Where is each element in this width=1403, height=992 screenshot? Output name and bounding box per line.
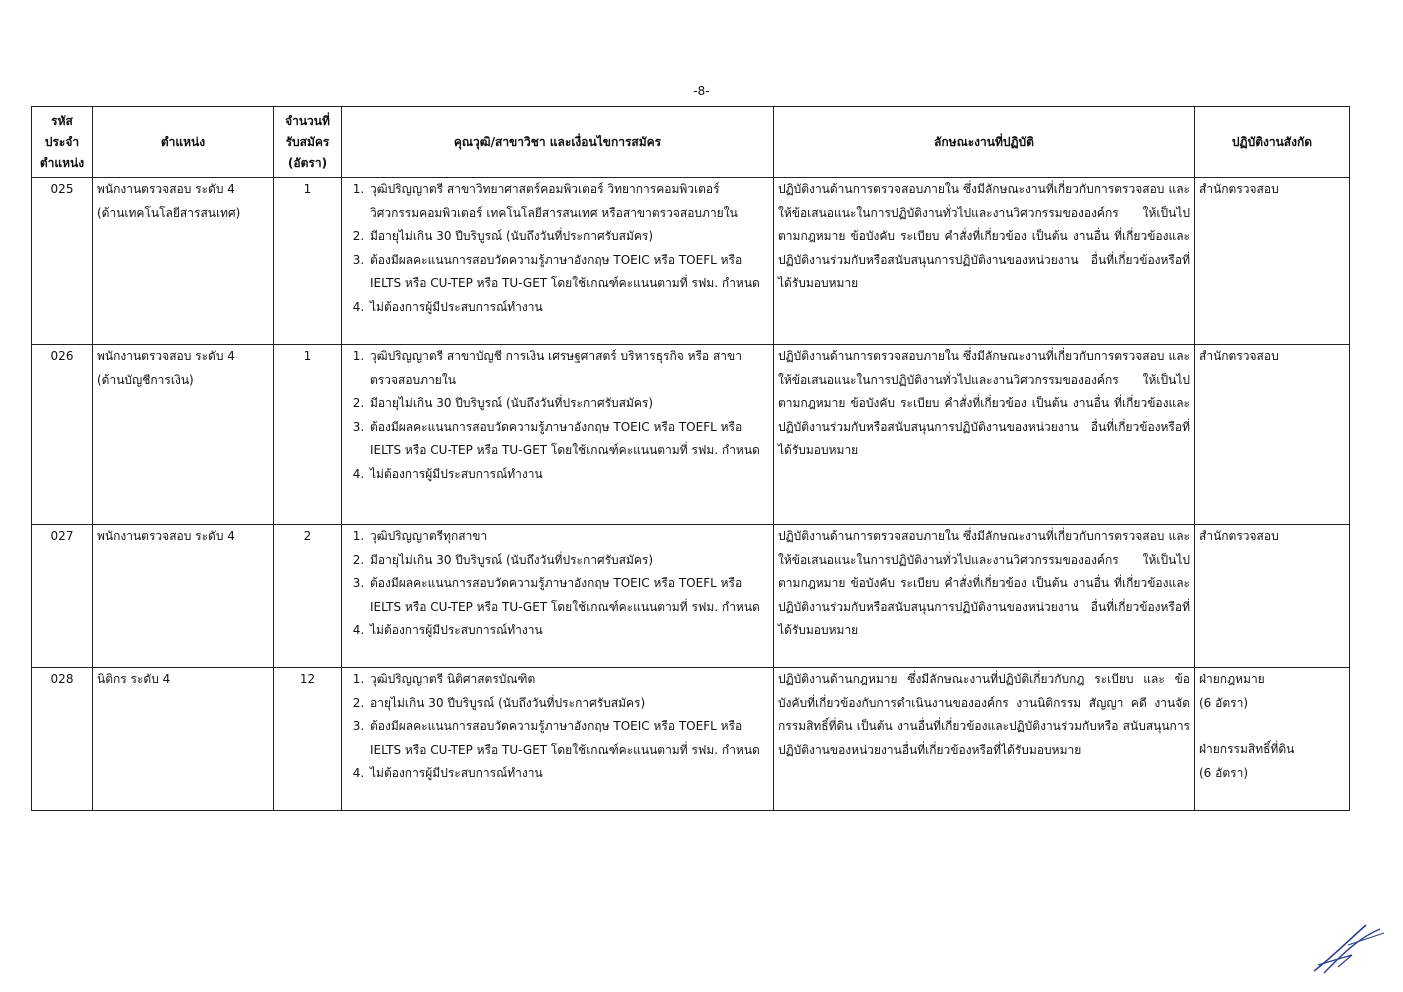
header-code: รหัส ประจำ ตำแหน่ง: [32, 107, 93, 178]
qualification-item: 4. ไม่ต้องการผู้มีประสบการณ์ทำงาน: [368, 762, 769, 786]
position-count: 12: [274, 668, 342, 811]
unit-name: สำนักตรวจสอบ: [1199, 349, 1279, 363]
header-qualifications: คุณวุฒิ/สาขาวิชา และเงื่อนไขการสมัคร: [342, 107, 774, 178]
qualification-item: 2. มีอายุไม่เกิน 30 ปีบริบูรณ์ (นับถึงวันที่ประกาศรับสมัคร): [368, 392, 769, 416]
qualification-item: 3. ต้องมีผลคะแนนการสอบวัดความรู้ภาษาอังกฤษ TOEIC หรือ TOEFL หรือ IELTS หรือ CU-TEP หรือ TU-GET โดยใช้เกณฑ์คะแนนตามที่ รฟม. กำหนด: [368, 572, 769, 619]
position-title: [93, 178, 274, 345]
recruitment-table: [31, 106, 1350, 811]
unit-cell: [1195, 345, 1350, 525]
table-row: [32, 668, 1350, 811]
position-title: [93, 668, 274, 811]
position-code: 028: [32, 668, 93, 811]
unit-name: สำนักตรวจสอบ: [1199, 529, 1279, 543]
position-title-line: พนักงานตรวจสอบ ระดับ 4: [97, 529, 235, 543]
qualification-item: 4. ไม่ต้องการผู้มีประสบการณ์ทำงาน: [368, 296, 769, 320]
job-description: ปฏิบัติงานด้านการตรวจสอบภายใน ซึ่งมีลักษณะงานที่เกี่ยวกับการตรวจสอบ และให้ข้อเสนอแนะในการปฏิบัติงานทั่วไปและงานวิศวกรรมขององค์กร ให้เป็นไปตามกฎหมาย ข้อบังคับ ระเบียบ คำสั่งที่เกี่ยวข้อง เป็นต้น งานอื่น ที่เกี่ยวข้องและปฏิบัติงานร่วมกับหรือสนับสนุนการปฏิบัติงานของหน่วยงาน อื่นที่เกี่ยวข้องหรือที่ได้รับมอบหมาย: [774, 178, 1195, 345]
table-header-row: [32, 107, 1350, 178]
header-unit: ปฏิบัติงานสังกัด: [1195, 107, 1350, 178]
unit-cell: [1195, 178, 1350, 345]
qualification-item: 3. ต้องมีผลคะแนนการสอบวัดความรู้ภาษาอังกฤษ TOEIC หรือ TOEFL หรือ IELTS หรือ CU-TEP หรือ TU-GET โดยใช้เกณฑ์คะแนนตามที่ รฟม. กำหนด: [368, 715, 769, 762]
position-code: 026: [32, 345, 93, 525]
qualifications-list: [346, 345, 769, 486]
unit-cell: [1195, 668, 1350, 811]
position-code: 025: [32, 178, 93, 345]
table-row: [32, 178, 1350, 345]
qualification-item: 1. วุฒิปริญญาตรี นิติศาสตรบัณฑิต: [368, 668, 769, 692]
position-title-line: นิติกร ระดับ 4: [97, 672, 171, 686]
qualifications-cell: [342, 668, 774, 811]
position-code: 027: [32, 525, 93, 668]
header-job-description: ลักษณะงานที่ปฏิบัติ: [774, 107, 1195, 178]
position-title-line: (ด้านบัญชีการเงิน): [97, 372, 194, 387]
position-count: 2: [274, 525, 342, 668]
unit-name: สำนักตรวจสอบ: [1199, 182, 1279, 196]
page-number: -8-: [693, 84, 710, 98]
signature-mark: [1308, 915, 1388, 977]
table-row: [32, 525, 1350, 668]
position-title: [93, 525, 274, 668]
unit-count: (6 อัตรา): [1199, 765, 1248, 780]
header-position: ตำแหน่ง: [93, 107, 274, 178]
qualification-item: 4. ไม่ต้องการผู้มีประสบการณ์ทำงาน: [368, 463, 769, 487]
position-title: [93, 345, 274, 525]
qualifications-list: [346, 178, 769, 319]
unit-name: ฝ่ายกฎหมาย: [1199, 672, 1265, 686]
qualifications-list: [346, 525, 769, 643]
qualifications-cell: [342, 525, 774, 668]
qualification-item: 3. ต้องมีผลคะแนนการสอบวัดความรู้ภาษาอังกฤษ TOEIC หรือ TOEFL หรือ IELTS หรือ CU-TEP หรือ TU-GET โดยใช้เกณฑ์คะแนนตามที่ รฟม. กำหนด: [368, 416, 769, 463]
position-title-line: พนักงานตรวจสอบ ระดับ 4: [97, 182, 235, 196]
unit-count: (6 อัตรา): [1199, 695, 1248, 710]
unit-name: ฝ่ายกรรมสิทธิ์ที่ดิน: [1199, 742, 1295, 756]
qualification-item: 1. วุฒิปริญญาตรีทุกสาขา: [368, 525, 769, 549]
position-count: 1: [274, 345, 342, 525]
job-description: ปฏิบัติงานด้านการตรวจสอบภายใน ซึ่งมีลักษณะงานที่เกี่ยวกับการตรวจสอบ และให้ข้อเสนอแนะในการปฏิบัติงานทั่วไปและงานวิศวกรรมขององค์กร ให้เป็นไปตามกฎหมาย ข้อบังคับ ระเบียบ คำสั่งที่เกี่ยวข้อง เป็นต้น งานอื่น ที่เกี่ยวข้องและปฏิบัติงานร่วมกับหรือสนับสนุนการปฏิบัติงานของหน่วยงาน อื่นที่เกี่ยวข้องหรือที่ได้รับมอบหมาย: [774, 345, 1195, 525]
header-count: จำนวนที่ รับสมัคร (อัตรา): [274, 107, 342, 178]
qualification-item: 4. ไม่ต้องการผู้มีประสบการณ์ทำงาน: [368, 619, 769, 643]
position-title-line: พนักงานตรวจสอบ ระดับ 4: [97, 349, 235, 363]
qualification-item: 2. มีอายุไม่เกิน 30 ปีบริบูรณ์ (นับถึงวันที่ประกาศรับสมัคร): [368, 225, 769, 249]
job-description: ปฏิบัติงานด้านกฎหมาย ซึ่งมีลักษณะงานที่ปฏิบัติเกี่ยวกับกฎ ระเบียบ และ ข้อบังคับที่เกี่ยวข้องกับการดำเนินงานขององค์กร งานนิติกรรม สัญญา คดี งานจัดกรรมสิทธิ์ที่ดิน เป็นต้น งานอื่นที่เกี่ยวข้องและปฏิบัติงานร่วมกับหรือ สนับสนุนการปฏิบัติงานของหน่วยงานอื่นที่เกี่ยวข้องหรือที่ได้รับมอบหมาย: [774, 668, 1195, 811]
qualifications-list: [346, 668, 769, 786]
unit-cell: [1195, 525, 1350, 668]
position-title-line: (ด้านเทคโนโลยีสารสนเทศ): [97, 205, 241, 220]
qualification-item: 1. วุฒิปริญญาตรี สาขาวิทยาศาสตร์คอมพิวเตอร์ วิทยาการคอมพิวเตอร์ วิศวกรรมคอมพิวเตอร์ เทคโนโลยีสารสนเทศ หรือสาขาตรวจสอบภายใน: [368, 178, 769, 225]
qualifications-cell: [342, 178, 774, 345]
qualifications-cell: [342, 345, 774, 525]
position-count: 1: [274, 178, 342, 345]
qualification-item: 1. วุฒิปริญญาตรี สาขาบัญชี การเงิน เศรษฐศาสตร์ บริหารธุรกิจ หรือ สาขาตรวจสอบภายใน: [368, 345, 769, 392]
qualification-item: 3. ต้องมีผลคะแนนการสอบวัดความรู้ภาษาอังกฤษ TOEIC หรือ TOEFL หรือ IELTS หรือ CU-TEP หรือ TU-GET โดยใช้เกณฑ์คะแนนตามที่ รฟม. กำหนด: [368, 249, 769, 296]
qualification-item: 2. อายุไม่เกิน 30 ปีบริบูรณ์ (นับถึงวันที่ประกาศรับสมัคร): [368, 692, 769, 716]
job-description: ปฏิบัติงานด้านการตรวจสอบภายใน ซึ่งมีลักษณะงานที่เกี่ยวกับการตรวจสอบ และให้ข้อเสนอแนะในการปฏิบัติงานทั่วไปและงานวิศวกรรมขององค์กร ให้เป็นไปตามกฎหมาย ข้อบังคับ ระเบียบ คำสั่งที่เกี่ยวข้อง เป็นต้น งานอื่น ที่เกี่ยวข้องและปฏิบัติงานร่วมกับหรือสนับสนุนการปฏิบัติงานของหน่วยงาน อื่นที่เกี่ยวข้องหรือที่ได้รับมอบหมาย: [774, 525, 1195, 668]
table-row: [32, 345, 1350, 525]
qualification-item: 2. มีอายุไม่เกิน 30 ปีบริบูรณ์ (นับถึงวันที่ประกาศรับสมัคร): [368, 549, 769, 573]
